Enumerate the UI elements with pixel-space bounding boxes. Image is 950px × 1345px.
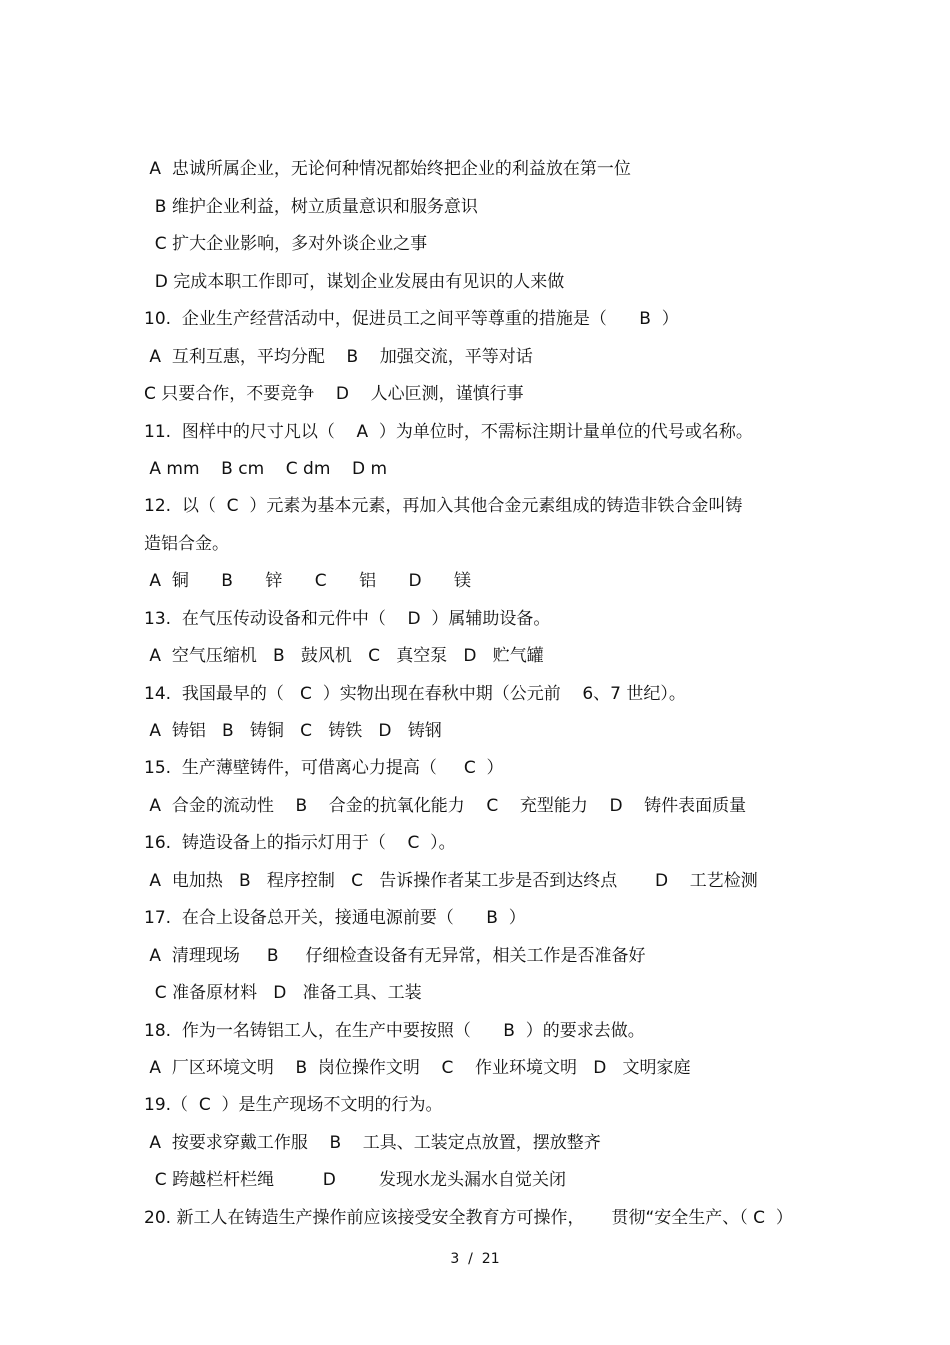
question-line: 11. 图样中的尺寸凡以（ A ）为单位时，不需标注期计量单位的代号或名称。 — [144, 422, 753, 442]
question-line: 18. 作为一名铸铝工人，在生产中要按照（ B ）的要求去做。 — [144, 1021, 645, 1041]
text-line: A 忠诚所属企业，无论何种情况都始终把企业的利益放在第一位 — [144, 159, 631, 179]
text-line: 造铝合金。 — [144, 534, 229, 554]
question-line: 15. 生产薄壁铸件，可借离心力提高（ C ） — [144, 758, 504, 778]
text-line: C 扩大企业影响，多对外谈企业之事 — [144, 234, 428, 254]
text-line: C 跨越栏杆栏绳 D 发现水龙头漏水自觉关闭 — [144, 1170, 567, 1190]
text-line: A 互利互惠，平均分配 B 加强交流，平等对话 — [144, 347, 533, 367]
page-number: 3 / 21 — [450, 1251, 500, 1267]
text-line: A 按要求穿戴工作服 B 工具、工装定点放置，摆放整齐 — [144, 1133, 601, 1153]
question-line: 20. 新工人在铸造生产操作前应该接受安全教育方可操作， 贯彻“安全生产、（ C ） — [144, 1208, 793, 1228]
text-line: A 电加热 B 程序控制 C 告诉操作者某工步是否到达终点 D 工艺检测 — [144, 871, 758, 891]
text-line: A 厂区环境文明 B 岗位操作文明 C 作业环境文明 D 文明家庭 — [144, 1058, 691, 1078]
question-line: 19.（ C ）是生产现场不文明的行为。 — [144, 1095, 443, 1115]
text-line: A 铸铝 B 铸铜 C 铸铁 D 铸钢 — [144, 721, 442, 741]
text-line: A mm B cm C dm D m — [144, 459, 388, 479]
text-line: A 清理现场 B 仔细检查设备有无异常，相关工作是否准备好 — [144, 946, 646, 966]
text-line: C 只要合作，不要竞争 D 人心叵测，谨慎行事 — [144, 384, 524, 404]
question-line: 10. 企业生产经营活动中，促进员工之间平等尊重的措施是（ B ） — [144, 309, 679, 329]
text-line: A 合金的流动性 B 合金的抗氧化能力 C 充型能力 D 铸件表面质量 — [144, 796, 747, 816]
text-line: C 准备原材料 D 准备工具、工装 — [144, 983, 422, 1003]
question-line: 12. 以（ C ）元素为基本元素，再加入其他合金元素组成的铸造非铁合金叫铸 — [144, 496, 743, 516]
question-line: 17. 在合上设备总开关，接通电源前要（ B ） — [144, 908, 526, 928]
question-line: 16. 铸造设备上的指示灯用于（ C ）。 — [144, 833, 456, 853]
text-line: A 铜 B 锌 C 铝 D 镁 — [144, 571, 472, 591]
question-line: 13. 在气压传动设备和元件中（ D ）属辅助设备。 — [144, 609, 551, 629]
text-line: D 完成本职工作即可，谋划企业发展由有见识的人来做 — [144, 272, 565, 292]
question-line: 14. 我国最早的（ C ）实物出现在春秋中期（公元前 6、7 世纪）。 — [144, 684, 686, 704]
text-line: B 维护企业利益，树立质量意识和服务意识 — [144, 197, 478, 217]
text-line: A 空气压缩机 B 鼓风机 C 真空泵 D 贮气罐 — [144, 646, 544, 666]
